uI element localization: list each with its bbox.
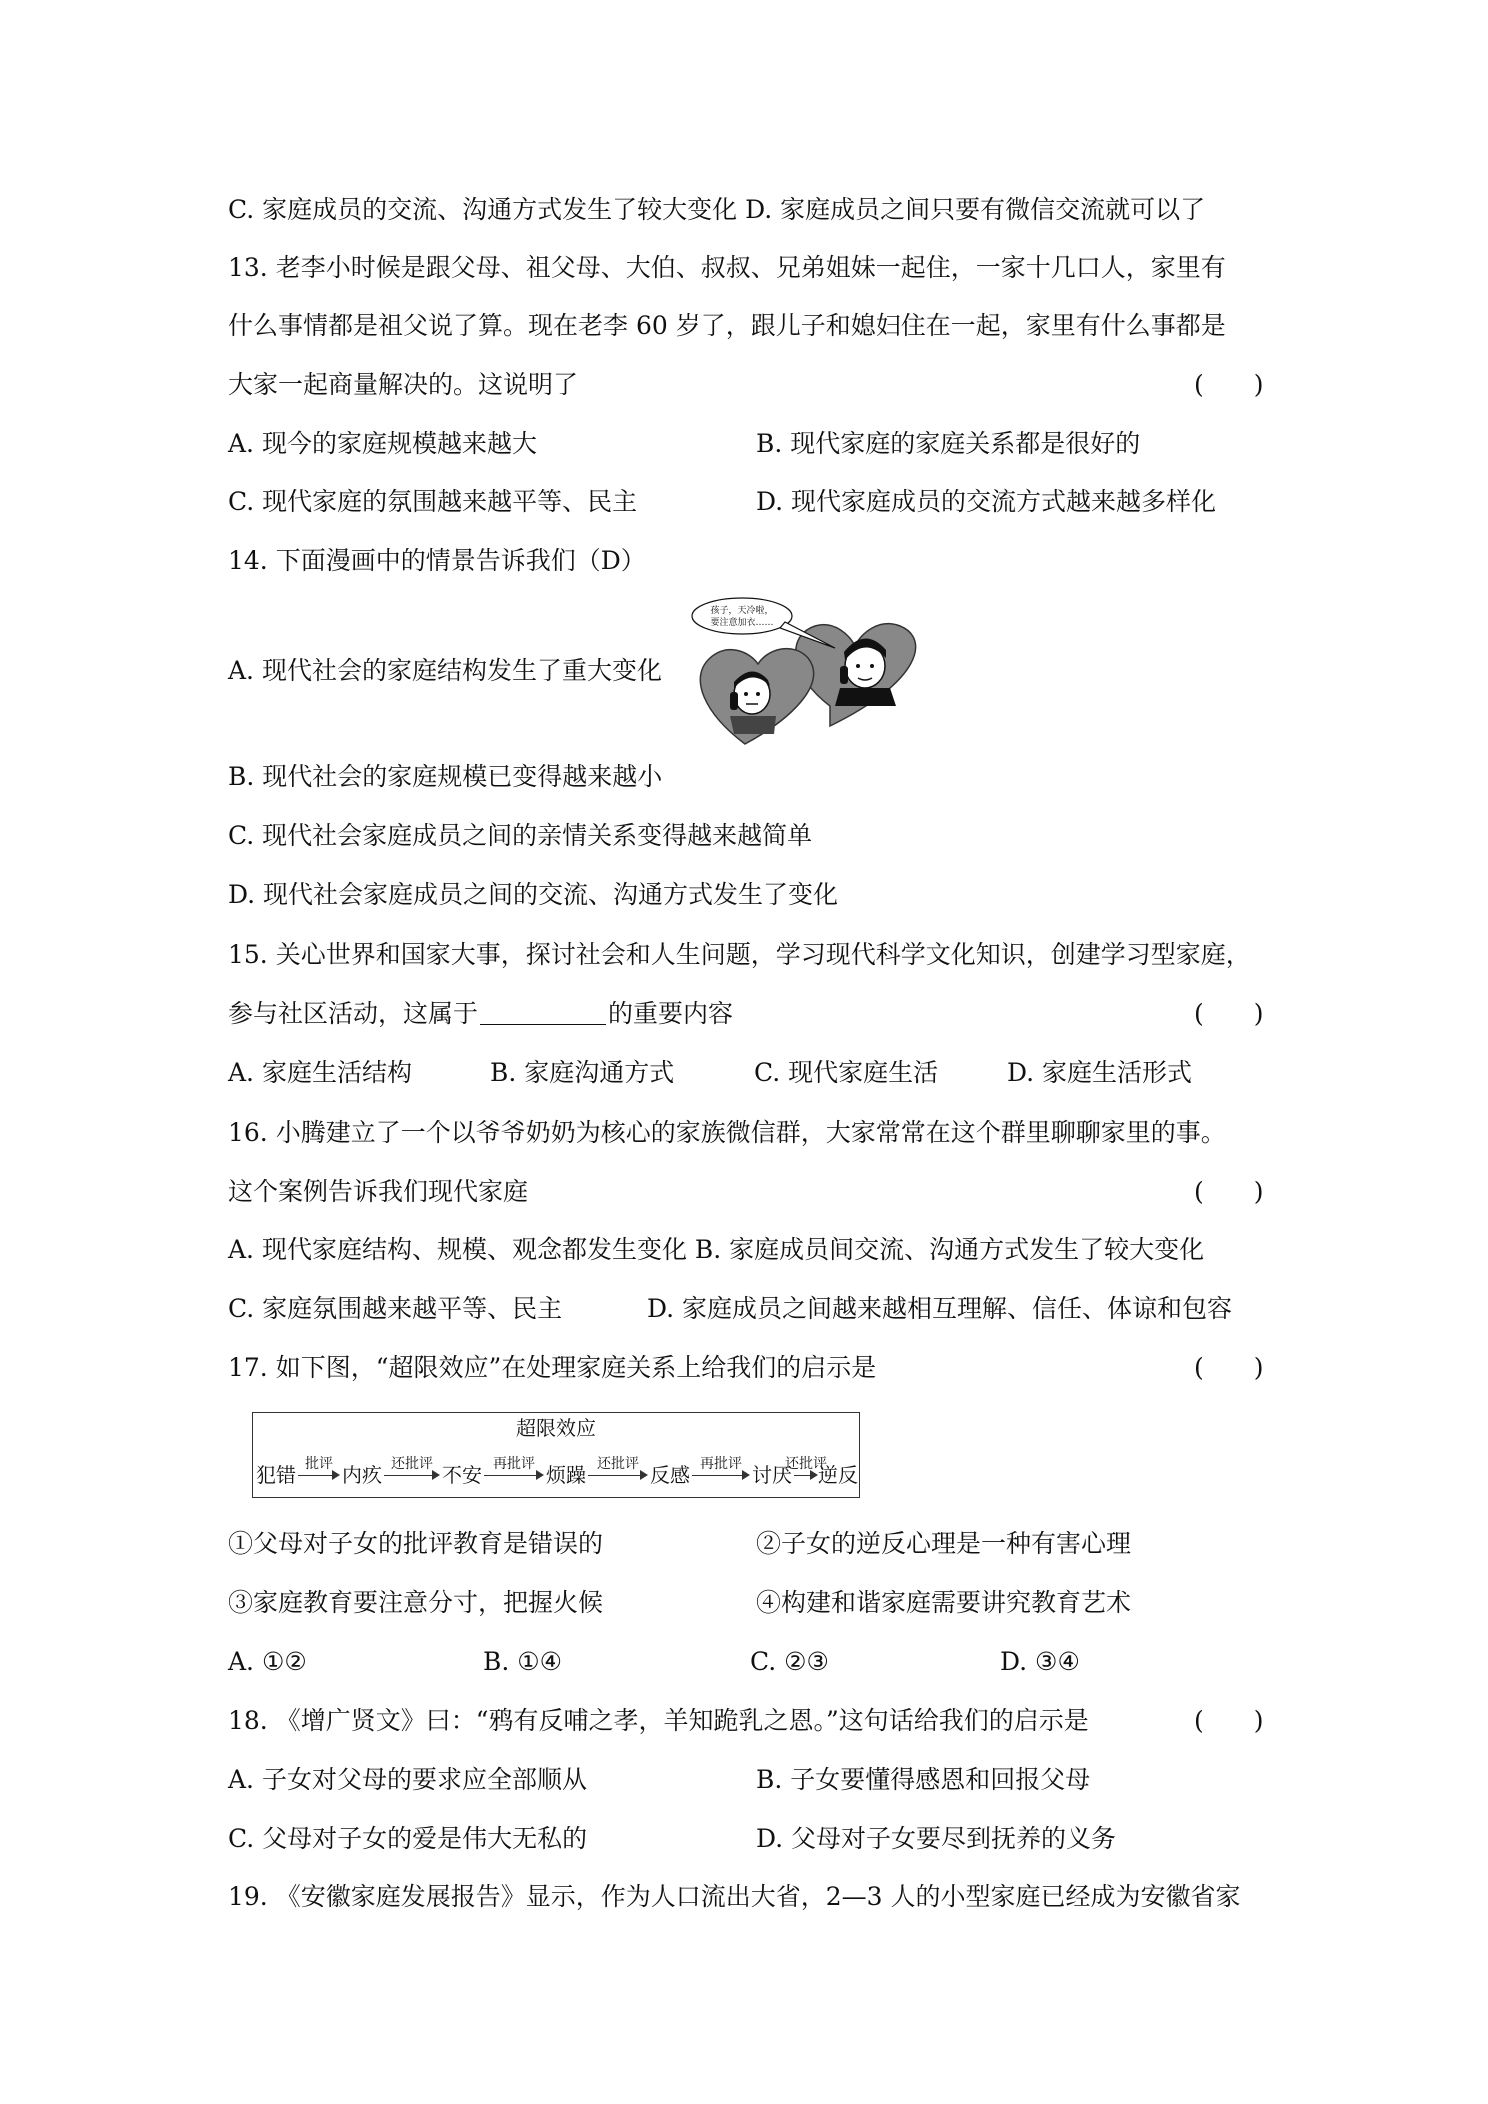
q17-choice-3: ③家庭教育要注意分寸，把握火候 xyxy=(228,1588,604,1617)
q12-option-cd: C. 家庭成员的交流、沟通方式发生了较大变化 D. 家庭成员之间只要有微信交流就可以了 xyxy=(228,195,1206,224)
speech-bubble-line2: 要注意加衣…… xyxy=(710,618,774,628)
q17-option-d: D. ③④ xyxy=(1000,1647,1080,1676)
q13-option-c: C. 现代家庭的氛围越来越平等、民主 xyxy=(228,487,638,516)
speech-bubble-line1: 孩子，天冷啦， xyxy=(710,606,774,616)
q15-stem-pre: 参与社区活动，这属于 xyxy=(228,999,479,1028)
q16-answer-paren: ( ) xyxy=(1194,1177,1264,1206)
speech-bubble xyxy=(692,598,835,648)
q18-option-c: C. 父母对子女的爱是伟大无私的 xyxy=(228,1824,588,1853)
q15-option-row xyxy=(228,1056,1278,1090)
arrow-label-5: 再批评 xyxy=(700,1456,742,1472)
q17-choice-1: ①父母对子女的批评教育是错误的 xyxy=(228,1529,604,1558)
q13-stem-line1: 13. 老李小时候是跟父母、祖父母、大伯、叔叔、兄弟姐妹一起住，一家十几口人，家里有 xyxy=(228,253,1226,282)
q16-option-ab: A. 现代家庭结构、规模、观念都发生变化 B. 家庭成员间交流、沟通方式发生了较大变化 xyxy=(228,1235,1205,1264)
q15-answer-blank xyxy=(480,1000,606,1025)
arrow-2 xyxy=(384,1456,440,1488)
q13-option-row1 xyxy=(228,427,1278,461)
q14-option-a: A. 现代社会的家庭结构发生了重大变化 xyxy=(228,656,662,685)
q17-choice-row1 xyxy=(228,1527,1278,1561)
arrow-1 xyxy=(298,1456,340,1488)
q13-option-a: A. 现今的家庭规模越来越大 xyxy=(228,429,537,458)
arrow-label-6: 还批评 xyxy=(785,1456,827,1472)
q17-stem: 17. 如下图，“超限效应”在处理家庭关系上给我们的启示是 xyxy=(228,1353,877,1382)
q17-answer-paren: ( ) xyxy=(1194,1353,1264,1382)
arrow-label-2: 还批评 xyxy=(391,1456,433,1472)
node-fan-gan: 反感 xyxy=(650,1463,690,1487)
q16-option-c: C. 家庭氛围越来越平等、民主 xyxy=(228,1294,563,1323)
q17-option-b: B. ①④ xyxy=(483,1647,563,1676)
node-ni-fan: 逆反 xyxy=(818,1463,858,1487)
q17-choice-4: ④构建和谐家庭需要讲究教育艺术 xyxy=(756,1588,1132,1617)
q13-stem-line3: 大家一起商量解决的。这说明了 xyxy=(228,370,579,399)
node-fan-zao: 烦躁 xyxy=(546,1463,586,1487)
diagram-title: 超限效应 xyxy=(516,1416,596,1440)
q17-option-c: C. ②③ xyxy=(750,1647,829,1676)
q18-answer-paren: ( ) xyxy=(1194,1706,1264,1735)
q13-stem-line2: 什么事情都是祖父说了算。现在老李 60 岁了，跟儿子和媳妇住在一起，家里有什么事都是 xyxy=(228,311,1226,340)
q17-choice-row2 xyxy=(228,1586,1278,1620)
q14-option-b: B. 现代社会的家庭规模已变得越来越小 xyxy=(228,762,663,791)
node-tao-yan: 讨厌 xyxy=(752,1463,792,1487)
q18-option-row1 xyxy=(228,1763,1278,1797)
q19-stem-line1: 19. 《安徽家庭发展报告》显示，作为人口流出大省，2—3 人的小型家庭已经成为安徽省家 xyxy=(228,1882,1241,1911)
arrow-5 xyxy=(692,1456,750,1488)
arrow-6 xyxy=(785,1456,827,1488)
arrow-label-1: 批评 xyxy=(305,1456,333,1472)
q18-option-row2 xyxy=(228,1822,1278,1856)
q13-option-row2 xyxy=(228,485,1278,519)
q15-stem-post: 的重要内容 xyxy=(608,999,734,1028)
q18-option-a: A. 子女对父母的要求应全部顺从 xyxy=(228,1765,587,1794)
q18-option-b: B. 子女要懂得感恩和回报父母 xyxy=(756,1765,1091,1794)
q17-option-a: A. ①② xyxy=(228,1647,307,1676)
arrow-label-4: 还批评 xyxy=(597,1456,639,1472)
q17-option-row xyxy=(228,1645,1278,1679)
node-nei-jiu: 内疚 xyxy=(342,1463,382,1487)
arrow-4 xyxy=(588,1456,648,1488)
q16-option-d: D. 家庭成员之间越来越相互理解、信任、体谅和包容 xyxy=(647,1294,1233,1323)
node-fan-cuo: 犯错 xyxy=(256,1463,296,1487)
q15-option-b: B. 家庭沟通方式 xyxy=(490,1058,675,1087)
q13-option-d: D. 现代家庭成员的交流方式越来越多样化 xyxy=(756,487,1217,516)
q15-option-d: D. 家庭生活形式 xyxy=(1007,1058,1193,1087)
q16-stem-line1: 16. 小腾建立了一个以爷爷奶奶为核心的家族微信群，大家常常在这个群里聊聊家里的事。 xyxy=(228,1118,1226,1147)
q13-answer-paren: ( ) xyxy=(1194,370,1264,399)
q14-stem: 14. 下面漫画中的情景告诉我们（D） xyxy=(228,546,646,575)
q15-option-c: C. 现代家庭生活 xyxy=(754,1058,939,1087)
cartoon-illustration xyxy=(690,596,930,746)
q14-option-d: D. 现代社会家庭成员之间的交流、沟通方式发生了变化 xyxy=(228,880,839,909)
q15-option-a: A. 家庭生活结构 xyxy=(228,1058,412,1087)
arrow-3 xyxy=(484,1456,544,1488)
q14-option-c: C. 现代社会家庭成员之间的亲情关系变得越来越简单 xyxy=(228,821,813,850)
q18-stem: 18. 《增广贤文》曰：“鸦有反哺之孝，羊知跪乳之恩。”这句话给我们的启示是 xyxy=(228,1706,1089,1735)
q16-stem-line2: 这个案例告诉我们现代家庭 xyxy=(228,1177,529,1206)
q15-stem-line1: 15. 关心世界和国家大事，探讨社会和人生问题，学习现代科学文化知识，创建学习型家庭， xyxy=(228,940,1251,969)
q13-option-b: B. 现代家庭的家庭关系都是很好的 xyxy=(756,429,1141,458)
q18-option-d: D. 父母对子女要尽到抚养的义务 xyxy=(756,1824,1117,1853)
arrow-label-3: 再批评 xyxy=(493,1456,535,1472)
q15-stem-line2 xyxy=(228,997,1278,1031)
q17-choice-2: ②子女的逆反心理是一种有害心理 xyxy=(756,1529,1132,1558)
q16-option-row2 xyxy=(228,1292,1278,1326)
overlimit-effect-diagram xyxy=(252,1412,860,1498)
node-bu-an: 不安 xyxy=(442,1463,482,1487)
q15-answer-paren: ( ) xyxy=(1194,999,1264,1028)
